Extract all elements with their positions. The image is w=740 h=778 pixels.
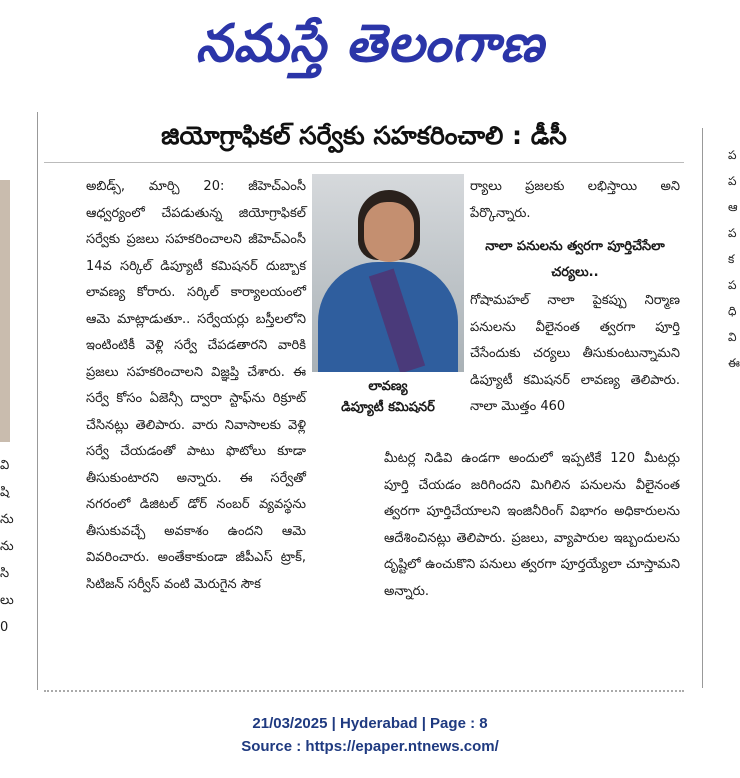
left-fragment-line: సి — [0, 566, 10, 581]
article-subheading: నాలా పనులను త్వరగా పూర్తిచేసేలా చర్యలు.. — [485, 239, 665, 280]
headline-divider — [44, 162, 684, 163]
footer-date-edition: 21/03/2025 | Hyderabad | Page : 8 — [252, 715, 488, 732]
adjacent-photo-fragment — [0, 180, 10, 442]
article-body-column-2: గోషామహల్ నాలా పైకప్పు నిర్మాణ పనులను వీలైనంత త్వరగా పూర్తి చేసేందుకు చర్యలు తీసుకుంటున్నామని డిప్యూటీ కమిషనర్ లావణ్య తెలిపారు. నాలా మొత్తం 460 — [470, 293, 680, 414]
left-fragment-line: ను — [0, 512, 14, 527]
photo-caption — [312, 376, 464, 418]
left-fragment-line: వి — [0, 458, 10, 473]
article-body-column-2-top: ర్యాలు ప్రజలకు లభిస్తాయి అని పేర్కొన్నారు. — [470, 179, 680, 221]
article-body-column-1: అబిడ్స్, మార్చి 20: జీహెచ్ఎంసీ ఆధ్వర్యంలో చేపడుతున్న జియోగ్రాఫికల్ సర్వేకు ప్రజలు సహకరించాలని జీహెచ్ఎంసీ 14వ సర్కిల్ డిప్యూటీ కమిషనర్ దుబ్బాక లావణ్య కోరారు. సర్కిల్ కార్యాలయంలో ఆమె మాట్లాడుతూ.. సర్వేయర్లు బస్తీలలోని ఇంటింటికీ వెళ్లి సర్వే చేపడతారని వారికి ప్రజలు సహకరించాలని విజ్ఞప్తి చేశారు. ఈ సర్వే కోసం ఏజెన్సీ ద్వారా స్టాఫ్‌ను రిక్రూట్ చేసినట్లు తెలిపారు. వారు నివాసాలకు వెళ్లి సర్వే చేయడంతో పాటు ఫొటోలు కూడా తీసుకుంటారని అన్నారు. ఈ సర్వేతో నగరంలో డిజిటల్ డోర్ నంబర్ వ్యవస్థను తీసుకువచ్చే అవకాశం ఉందని ఆమె వివరించారు. అంతేకాకుండా జీపీఎస్ ట్రాక్, సిటిజన్ సర్వీస్ వంటి మెరుగైన సౌక — [86, 179, 306, 592]
right-adjacent-column-fragment — [700, 128, 740, 688]
right-fragment-line: ఆ — [728, 200, 738, 214]
left-fragment-line: 0 — [0, 620, 9, 635]
bottom-divider — [44, 690, 684, 694]
right-fragment-line: క — [728, 252, 735, 266]
newspaper-logo-title: నమస్తే తెలంగాణ — [195, 14, 545, 74]
right-fragment-line: వి — [728, 330, 737, 344]
column-divider-left — [37, 112, 38, 690]
right-fragment-text — [728, 142, 740, 376]
left-adjacent-column-fragment — [0, 104, 14, 694]
caption-name: లావణ్య — [368, 379, 408, 394]
left-fragment-text — [0, 452, 14, 641]
right-fragment-line: ప — [728, 148, 737, 162]
left-fragment-line: లు — [0, 593, 14, 608]
right-fragment-line: ప — [728, 278, 737, 292]
article-clipping — [0, 104, 740, 694]
caption-designation: డిప్యూటీ కమిషనర్ — [341, 400, 435, 415]
article-headline: జియోగ్రాఫికల్ సర్వేకు సహకరించాలి : డీసీ — [161, 121, 567, 150]
footer-source-link[interactable]: Source : https://epaper.ntnews.com/ — [241, 738, 499, 755]
right-fragment-line: ఈ — [728, 356, 740, 370]
source-footer — [0, 712, 740, 758]
deputy-commissioner-photo — [312, 174, 464, 372]
right-fragment-line: ప — [728, 226, 737, 240]
column-divider-right — [702, 128, 703, 688]
right-fragment-line: ధి — [728, 304, 737, 318]
left-fragment-line: ను — [0, 539, 14, 554]
masthead — [0, 0, 740, 92]
left-fragment-line: షి — [0, 485, 10, 500]
article-body-column-2-bottom: మీటర్ల నిడివి ఉండగా అందులో ఇప్పటికే 120 మీటర్లు పూర్తి చేయడం జరిగిందని మిగిలిన పనులను వీలైనంత త్వరగా పూర్తిచేయాలని ఇంజినీరింగ్ విభాగం అధికారులను ఆదేశించినట్లు తెలిపారు. ప్రజలు, వ్యాపారుల ఇబ్బందులను దృష్టిలో ఉంచుకొని పనులు త్వరగా పూర్తయ్యేలా చూస్తామని అన్నారు. — [384, 451, 680, 599]
right-fragment-line: ప — [728, 174, 737, 188]
